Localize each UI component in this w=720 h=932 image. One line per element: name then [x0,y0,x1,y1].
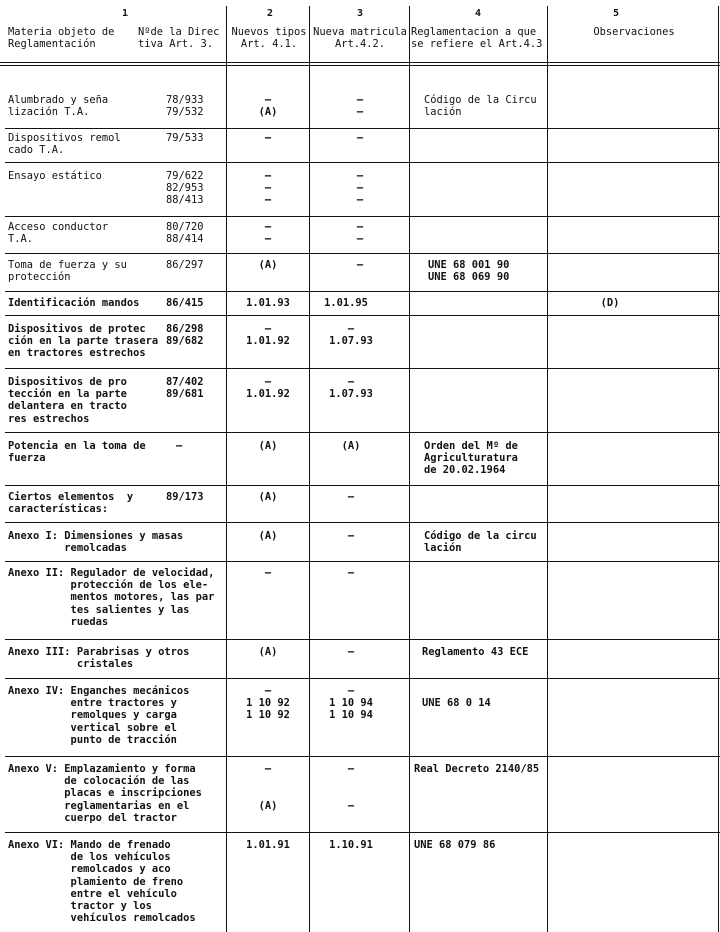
cell-new-registration: – – – [356,170,364,207]
cell-new-types: – – [264,221,272,246]
cell-regulation: UNE 68 0 14 [422,697,491,709]
cell-subject: Dispositivos remol cado T.A. [8,132,121,157]
column-divider [547,6,548,932]
cell-regulation: UNE 68 001 90 UNE 68 069 90 [428,259,510,284]
cell-subject: Acceso conductor T.A. [8,221,109,246]
row-separator [5,432,720,433]
column-number: 3 [356,8,364,19]
header-subject: Materia objeto de Reglamentación [8,26,115,51]
cell-new-registration: – – [356,221,364,246]
cell-subject: Anexo III: Parabrisas y otros cristales [8,646,190,671]
cell-notes: (D) [600,297,620,309]
column-divider [226,6,227,932]
cell-subject: Anexo V: Emplazamiento y forma de colocación de las placas e inscripciones reglamentarias en el cuerpo del tractor [8,763,202,824]
cell-subject: Anexo IV: Enganches mecánicos entre tractores y remolques y carga vertical sobre el punto de tracción [8,685,190,746]
cell-new-types: (A) [258,440,278,452]
cell-subject: Alumbrado y seña lización T.A. [8,94,109,119]
cell-directive: 86/297 [166,259,204,271]
cell-new-types: – 1.01.92 [246,323,290,348]
header-rule [0,65,720,66]
column-divider [718,6,719,932]
cell-new-registration: – [356,259,364,271]
header-notes: Observaciones [593,26,675,38]
cell-directive: 87/402 89/681 [166,376,204,401]
row-separator [5,756,720,757]
cell-subject: Dispositivos de protec ción en la parte trasera en tractores estrechos [8,323,159,360]
cell-subject: Potencia en la toma de fuerza [8,440,146,465]
row-separator [5,678,720,679]
cell-regulation: Reglamento 43 ECE [422,646,529,658]
column-number: 1 [121,8,129,19]
cell-directive: 80/720 88/414 [166,221,204,246]
cell-subject: Ciertos elementos y características: [8,491,134,516]
row-separator [5,832,720,833]
row-separator [5,216,720,217]
cell-directive: 86/298 89/682 [166,323,204,348]
cell-new-types: 1.01.91 [246,839,290,851]
cell-new-types: (A) [258,491,278,503]
cell-new-types: 1.01.93 [246,297,290,309]
row-separator [5,368,720,369]
cell-directive: 78/933 79/532 [166,94,204,119]
cell-new-types: – (A) [258,94,278,119]
column-number: 5 [612,8,620,19]
header-directive: Nºde la Direc tiva Art. 3. [138,26,220,51]
cell-subject: Identificación mandos [8,297,140,309]
cell-subject: Ensayo estático [8,170,102,182]
cell-subject: Dispositivos de pro tección en la parte delantera en tracto res estrechos [8,376,127,425]
cell-new-registration: – [347,646,355,658]
cell-directive: – [176,440,183,452]
cell-new-registration: – – [356,94,364,119]
cell-new-types: (A) [258,646,278,658]
cell-new-registration: – [347,491,355,503]
column-number: 2 [266,8,274,19]
cell-subject: Anexo II: Regulador de velocidad, protección de los ele- mentos motores, las par tes salientes y las ruedas [8,567,215,628]
row-separator [5,128,720,129]
cell-new-types: – [264,132,272,144]
cell-regulation: Código de la Circu lación [424,94,537,119]
cell-new-registration: 1.01.95 [324,297,368,309]
cell-directive: 89/173 [166,491,204,503]
cell-new-types: – 1 10 92 1 10 92 [246,685,290,722]
column-number: 4 [474,8,482,19]
row-separator [5,485,720,486]
cell-new-registration: (A) [341,440,361,452]
cell-directive: 79/533 [166,132,204,144]
row-separator [5,561,720,562]
row-separator [5,253,720,254]
cell-new-registration: – [347,567,355,579]
cell-directive: 79/622 82/953 88/413 [166,170,204,207]
column-divider [409,6,410,932]
cell-subject: Anexo VI: Mando de frenado de los vehículos remolcados y aco plamiento de freno entre el vehículo tractor y los vehículos remolcados [8,839,196,925]
cell-new-registration: 1.10.91 [329,839,373,851]
row-separator [5,639,720,640]
cell-regulation: Real Decreto 2140/85 [414,763,540,775]
cell-new-types: (A) [258,530,278,542]
cell-new-types: – 1.01.92 [246,376,290,401]
cell-new-registration: – – [347,763,355,812]
cell-regulation: Código de la circu lación [424,530,537,555]
cell-new-types: (A) [258,259,278,271]
cell-new-registration: – [356,132,364,144]
cell-regulation: Orden del Mº de Agriculturatura de 20.02.1964 [424,440,518,477]
row-separator [5,315,720,316]
column-divider [309,6,310,932]
cell-new-registration: – [347,530,355,542]
cell-directive: 86/415 [166,297,204,309]
cell-new-registration: – 1.07.93 [329,376,373,401]
cell-subject: Toma de fuerza y su protección [8,259,127,284]
header-rule [0,62,720,63]
cell-new-types: – [264,567,272,579]
cell-new-registration: – 1 10 94 1 10 94 [329,685,373,722]
row-separator [5,162,720,163]
cell-subject: Anexo I: Dimensiones y masas remolcadas [8,530,184,555]
cell-new-registration: – 1.07.93 [329,323,373,348]
header-new-registration: Nueva matricula Art.4.2. [313,26,407,51]
header-new-types: Nuevos tipos Art. 4.1. [231,26,307,51]
row-separator [5,522,720,523]
cell-new-types: – (A) [258,763,278,812]
row-separator [5,291,720,292]
cell-regulation: UNE 68 079 86 [414,839,496,851]
header-regulation: Reglamentacion a que se refiere el Art.4.3 [411,26,543,51]
cell-new-types: – – – [264,170,272,207]
